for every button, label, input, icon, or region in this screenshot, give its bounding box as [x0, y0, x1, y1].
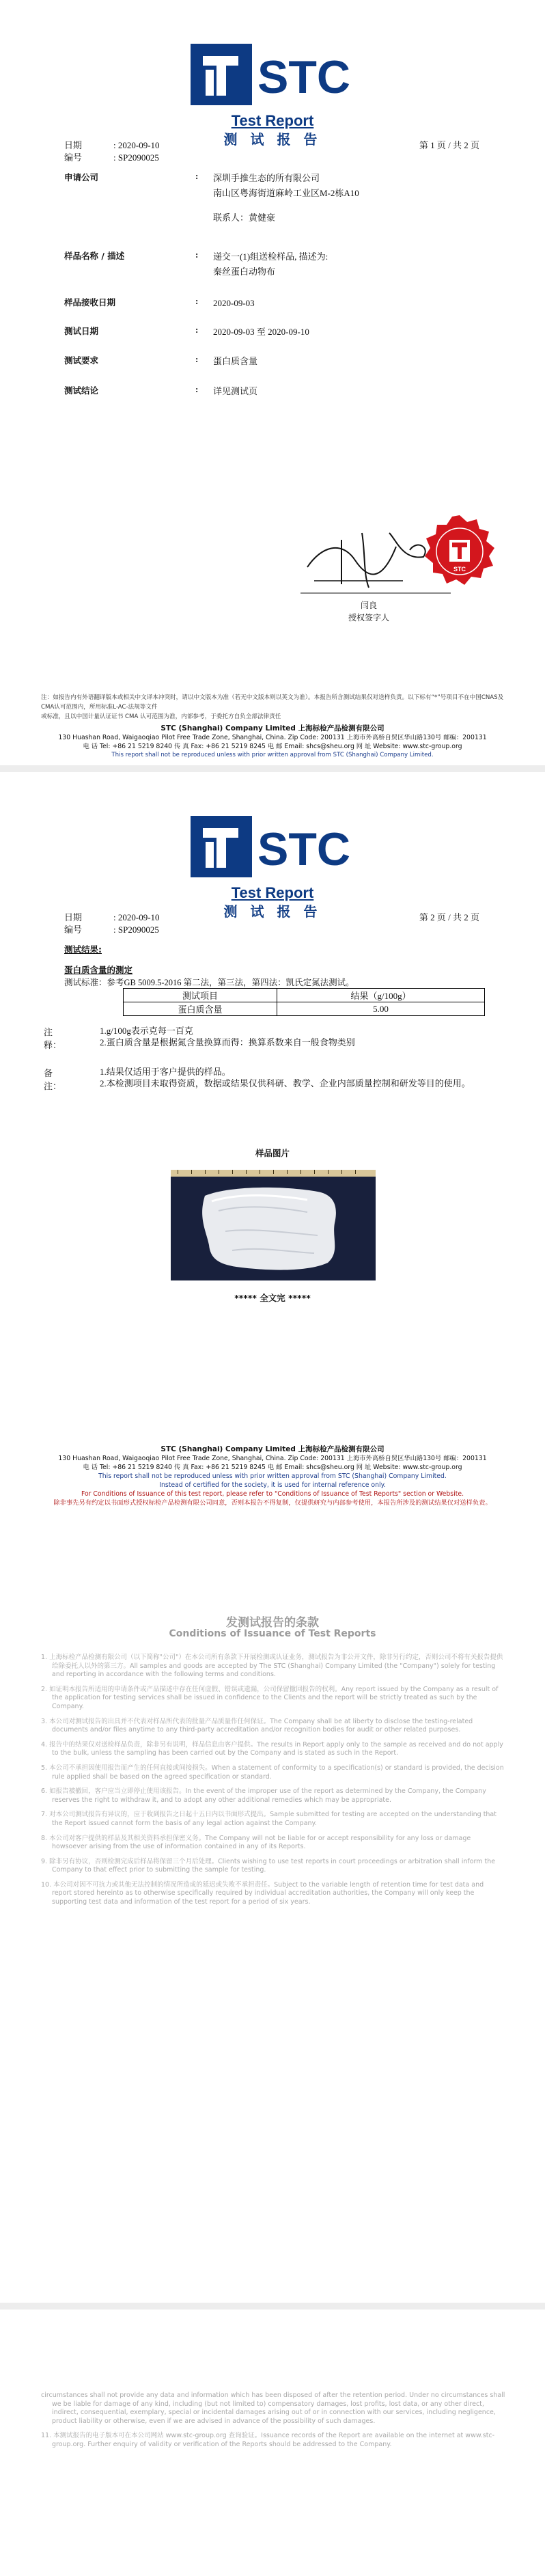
footer-company: STC (Shanghai) Company Limited 上海标检产品检测有限公司: [160, 724, 385, 732]
date-label: 日期: [64, 140, 83, 150]
table-header-result: 结果（g/100g）: [277, 989, 485, 1002]
cn-disclaimer-line1: 注：如报告内有外语翻译版本或相关中文译本冲突时，请以中文版本为准（若无中文版本则以英文为准）。本报告所含测试结果仅对送样负责。以下标有“*”号项目不在中国CNAS及CMA认可范围内，所用标准L-AC-法规等文件: [41, 694, 504, 711]
note-2: 2.蛋白质含量是根据氮含量换算而得：换算系数来自一般食物类别: [100, 1037, 355, 1047]
test-method: 测试标准：参考GB 5009.5-2016 第二法，第三法，第四法：凯氏定氮法测试。: [64, 978, 354, 987]
report-title-en-2: Test Report: [231, 884, 314, 901]
footer-address-2: 130 Huashan Road, Waigaoqiao Pilot Free Trade Zone, Shanghai, China. Zip Code: 200131 上海市外高桥自贸区华山路130号 邮编：200131: [58, 1455, 487, 1462]
remarks-label: 备注：: [44, 1068, 62, 1091]
cn-disclaimer-line2: 或标准，且以中国计量认证证书 CMA 认可范围为准，内部参考，于委托方自负全部法律责任: [41, 713, 281, 720]
remark-2: 2.本检测项目未取得资质，数据或结果仅供科研、教学、企业内部质量控制和研发等目的使用。: [100, 1078, 471, 1088]
condition-item: 2. 如证明本报告所适用的申请条件或产品描述中存在任何虚假、错误或遗漏，公司保留撤回报告的权利。Any report issued by the Company as a result of the application for testing services shall be issued in confidence to the Clients and the report will be strictly treated as such by the Company.: [41, 1685, 499, 1710]
applicant-address: 南山区粤海街道麻岭工业区M-2栋A10: [213, 188, 359, 198]
date-row-2: 日期 : 2020-09-10: [64, 910, 160, 923]
applicant-contact: 联系人：黄健豪: [213, 213, 276, 223]
conclusion-value: 详见测试页: [213, 386, 258, 396]
footer-company-2: STC (Shanghai) Company Limited 上海标检产品检测有限公司: [160, 1445, 385, 1453]
footer-address: 130 Huashan Road, Waigaoqiao Pilot Free Trade Zone, Shanghai, China. Zip Code: 200131 上海市外高桥自贸区华山路130号 邮编：200131: [58, 734, 487, 741]
date-row: 日期 : 2020-09-10: [64, 138, 160, 151]
condition-item: 4. 报告中的结果仅对送检样品负责，除非另有说明，样品信息由客户提供。The results in Report apply only to the sample as received and do not apply to the bulk, unless the sampling has been carried out by the Company and is stated as such in the Report.: [41, 1740, 503, 1757]
footer-contact: 电 话 Tel: +86 21 5219 8240 传 真 Fax: +86 21 5219 8245 电 邮 Email: shcs@sheu.org 网 址 Website: www.stc-group.org: [83, 743, 462, 750]
sample-fabric-image: [171, 1170, 376, 1280]
footer-contact-2: 电 话 Tel: +86 21 5219 8240 传 真 Fax: +86 21 5219 8245 电 邮 Email: shcs@sheu.org 网 址 Website: www.stc-group.org: [83, 1464, 462, 1471]
report-title-cn: 测 试 报 告: [223, 131, 322, 148]
footer-line1-2: This report shall not be reproduced unless with prior written approval from STC (Shanghai) Company Limited.: [98, 1472, 447, 1480]
results-table: [123, 988, 485, 1016]
signer-title: 授权签字人: [348, 613, 390, 622]
sample-label: 样品名称 / 描述: [64, 251, 125, 261]
conditions-title-en: Conditions of Issuance of Test Reports: [169, 1628, 376, 1639]
requirement-value: 蛋白质含量: [213, 356, 258, 366]
condition-item: 5. 本公司不承担因使用报告而产生的任何直接或间接损失。When a statement of conformity to a specification(s) or standard is provided, the decision rule applied shall be based on the agreed specification or standard.: [41, 1764, 504, 1781]
notes-label: 注释：: [44, 1027, 62, 1050]
requirement-label: 测试要求: [64, 355, 99, 366]
end-of-report: ***** 全文完 *****: [234, 1293, 311, 1303]
condition-item: 1. 上海标检产品检测有限公司（以下简称"公司"）在本公司所有条款下开展检测或认证业务，测试报告为非公开文件，除非另行约定，否则公司不将有关报告提供给除委托人以外的第三方。All samples and goods are accepted by The STC (Shanghai) Company Limited (the "Company") solely for testing and reporting in accordance with the following terms and conditions.: [41, 1654, 503, 1679]
report-number-value: SP2090025: [117, 152, 159, 163]
sample-value: [213, 249, 328, 279]
report-page-2: [0, 772, 545, 1537]
stc-logo-2: [191, 814, 354, 879]
company-seal-icon: [422, 514, 497, 589]
condition-item: 8. 本公司对客户提供的样品及其相关资料承担保密义务。The Company will not be liable for or accept responsibility for any loss or damage howsoever arising from the use of information contained in any of its Reports.: [41, 1834, 471, 1851]
applicant-label: 申请公司: [64, 172, 99, 182]
conditions-page: [0, 1537, 545, 2303]
date-value-2: 2020-09-10: [117, 912, 160, 922]
date-value: 2020-09-10: [117, 140, 160, 150]
test-date-value: 2020-09-03 至 2020-09-10: [213, 327, 309, 337]
sample-desc-line1: 递交一(1)组送检样品, 描述为:: [213, 251, 329, 262]
condition-item: 7. 对本公司测试报告有异议的，应于收到报告之日起十五日内以书面形式提出。Sample submitted for testing are accepted on the understanding that the Report issued cannot form the basis of any legal action against the Company.: [41, 1811, 497, 1827]
conditions-page-continued: [0, 2310, 545, 2576]
svg-text:STC: STC: [453, 566, 466, 573]
stc-logo: [191, 42, 354, 107]
report-title-en: Test Report: [231, 112, 314, 129]
page-number-2: 第 2 页 / 共 2 页: [419, 912, 479, 922]
cn-disclaimer: [41, 693, 505, 722]
table-header-row: [124, 989, 485, 1002]
remarks-text: [100, 1066, 482, 1089]
table-header-item: 测试项目: [124, 989, 277, 1002]
footer-line2-2: Instead of certified for the society, it is used for internal reference only.: [159, 1481, 386, 1489]
received-label: 样品接收日期: [64, 297, 116, 307]
applicant-name: 深圳手推生态的所有限公司: [213, 173, 320, 183]
condition-item: 9. 除非另有协议，否则检测完成后样品将保留三个月后处理。Clients wishing to use test reports in court proceedings or arbitration shall inform the Company to that effect prior to submitting the sample for testing.: [41, 1857, 496, 1874]
results-heading: 测试结果:: [64, 944, 102, 955]
report-number-label: 编号: [64, 152, 83, 163]
sample-photo: [171, 1170, 376, 1280]
conclusion-label: 测试结论: [64, 385, 99, 396]
conditions-list-continued: [41, 2392, 505, 2456]
conditions-list: [41, 1654, 505, 1913]
condition-item: circumstances shall not provide any data and information which has been disposed of after the retention period. Under no circumstances shall we be liable for damage of any kind, including (but not limited to) compensatory damages, lost profits, lost data, or any other direct, indirect, consequential, exemplary, special or incidental damages arising out of or in connection with our services, including negligence, product liability or otherwise, even if we are advised in advance of the possibility of such damages.: [41, 2392, 505, 2425]
report-number-label-2: 编号: [64, 924, 83, 935]
footer-line4-2: 除非事先另有约定以书面形式授权标检产品检测有限公司同意，否则本报告不得复制，仅提供研究与内部参考使用，本报告所涉及的测试结果仅对送样负责。: [53, 1499, 492, 1507]
table-cell-result: 5.00: [277, 1002, 485, 1016]
page-footer: [27, 724, 518, 751]
report-number-value-2: SP2090025: [117, 924, 159, 935]
sample-desc-line2: 秦丝蛋白动物布: [213, 266, 276, 277]
condition-item: 3. 本公司对测试报告的出具并不代表对样品所代表的批量产品质量作任何保证。The Company shall be at liberty to disclose the testing-related documents and/or files anytime to any third-party accreditation and/or recognition bodies for audit or other related purposes.: [41, 1717, 473, 1734]
applicant-value: [213, 171, 359, 225]
report-number-row: 编号 : SP2090025: [64, 150, 159, 163]
page-2-footer: [27, 1445, 518, 1507]
conditions-title-cn: 发测试报告的条款: [226, 1616, 319, 1630]
condition-item: 6. 如报告被撤回，客户应当立即停止使用该报告。In the event of the improper use of the report as determined by the Company, the Company reserves the right to withdraw it, and to adopt any other additional remedies which may be appropriate.: [41, 1787, 486, 1804]
condition-item: 11. 本测试报告的电子版本可在本公司网站 www.stc-group.org 查询验证。Issuance records of the Report are available on the internet at www.stc-group.org. Further enquiry of validity or verification of the Reports should be addressed to the Company.: [41, 2432, 495, 2448]
stc-logo-icon: [191, 42, 354, 107]
svg-text:STC: STC: [257, 51, 350, 103]
protein-heading: 蛋白质含量的测定: [64, 965, 133, 975]
stc-logo-icon-2: [191, 814, 354, 879]
remark-1: 1.结果仅适用于客户提供的样品。: [100, 1067, 231, 1077]
photo-heading: 样品图片: [255, 1148, 290, 1158]
report-title-cn-2: 测 试 报 告: [223, 903, 322, 920]
report-number-row-2: 编号 : SP2090025: [64, 922, 159, 935]
page-number: 第 1 页 / 共 2 页: [419, 140, 479, 150]
note-1: 1.g/100g表示克每一百克: [100, 1026, 193, 1036]
footer-line3-2: For Conditions of Issuance of this test report, please refer to "Conditions of Issuance of Test Reports" section or Website.: [81, 1490, 464, 1498]
table-row: [124, 1002, 485, 1016]
received-value: 2020-09-03: [213, 298, 255, 308]
date-label-2: 日期: [64, 912, 83, 922]
page-1-footer-notes: [27, 752, 518, 759]
footer-line1: This report shall not be reproduced unless with prior written approval from STC (Shanghai) Company Limited.: [111, 752, 434, 758]
applicant-row: 申请公司 : 深圳手推生态的所有限公司 南山区粤海街道麻岭工业区M-2栋A10 联系人：黄健豪: [64, 171, 490, 219]
table-cell-item: 蛋白质含量: [124, 1002, 277, 1016]
svg-text:STC: STC: [257, 823, 350, 875]
notes-text: [100, 1025, 482, 1048]
signer-name: 闫良: [360, 601, 378, 610]
report-page-1: STC Test Report 测 试 报 告 日期 : 2020-09-10 编号 : SP2090025 第 1 页 / 共 2 页 申请公司 : 深圳手推生态的所有限公司 南山区粤海街道麻岭工业区M-2栋A10 联系人：黄健豪 样品名称 / 描述 : 递交一(1)组送检样品, 描述为: 秦丝蛋白动物布 样品接收日期 : 2020-09-03 测试日期 : 2020-09-03 至 2020-09-10 测试要求 : 蛋白质含量 测试结论 : 详见测试页 闫良 授权签字人 STC 注：如报告内有外语翻译版本或相关中文译本冲突时，请以中文版本为准（若无中文版本则以英文为准）。本报告所含测试结果仅对送样负责。以下标有“*”号项目不在中国CNAS及CMA认可范围内，所用标准L-AC-法规等文件 或标准，且以中国计量认证证书 CMA 认可范围为准，内部参考，于委托方自负全部法律责任 STC (Shanghai) Company Limited 上海标检产品检测有限公司 130 Huashan Road, Waigaoqiao Pilot Free Trade Zone, Shanghai, China. Zip Code: 200131 上海市外高桥自贸区华山路130号 邮编：200131 电 话 Tel: +86 21 5219 8240 传 真 Fax: +86 21 5219 8245 电 邮 Email: shcs@sheu.org 网 址 Website: www.stc-group.org: [0, 0, 545, 765]
condition-item: 10. 本公司对因不可抗力或其他无法控制的情况所造成的延迟或失败不承担责任。Subject to the variable length of retention time for test data and report stored hereinto as to otherwise specifically required by individual accreditation authorities, the Company will only keep the supporting test data and information of the test report for a period of six years.: [41, 1880, 484, 1906]
test-date-label: 测试日期: [64, 326, 99, 336]
